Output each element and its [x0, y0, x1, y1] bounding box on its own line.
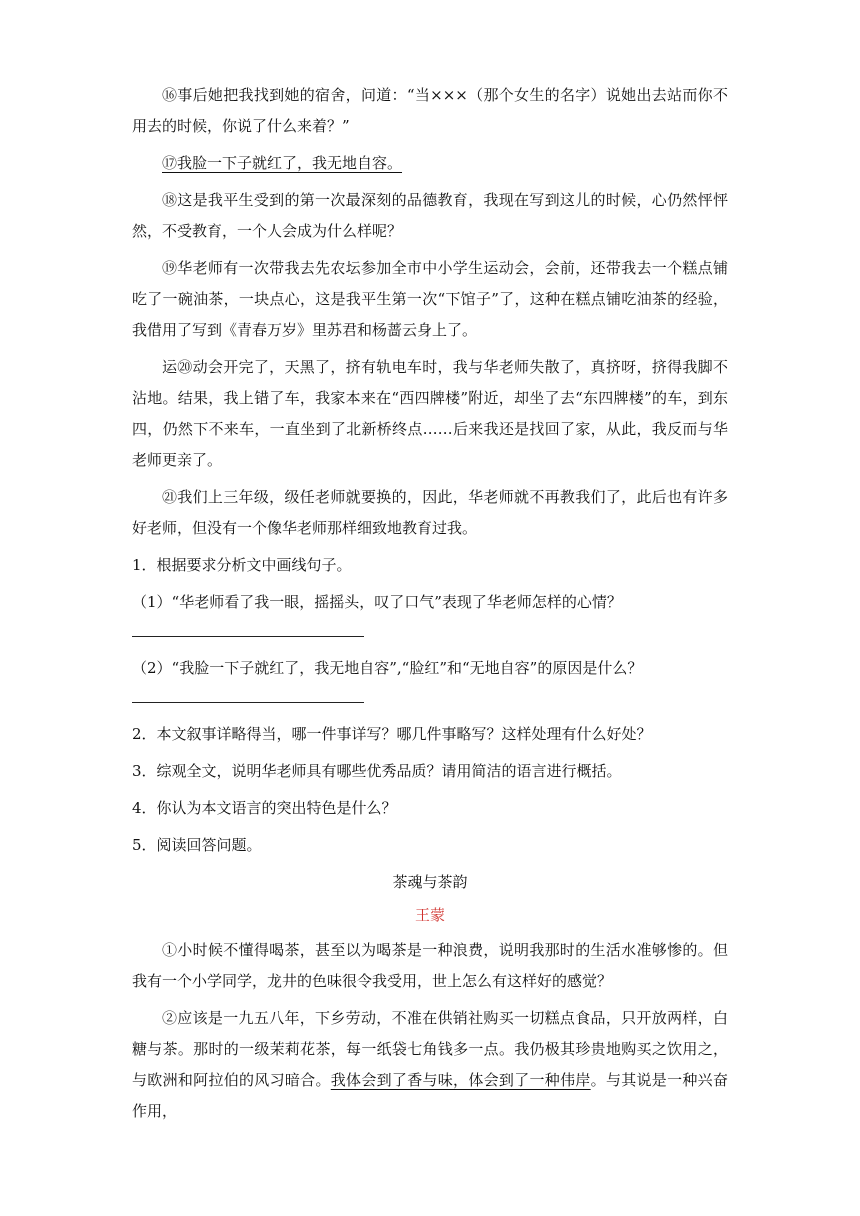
- question-1: 1．根据要求分析文中画线句子。: [132, 556, 352, 574]
- paragraph-21: ㉑我们上三年级，级任老师就要换的，因此，华老师就不再教我们了，此后也有许多好老师，但没有一个像华老师那样细致地教育过我。: [132, 488, 728, 537]
- answer-line-1[interactable]: [132, 636, 364, 637]
- article-author: 王蒙: [414, 906, 445, 924]
- answer-line-2[interactable]: [132, 702, 364, 703]
- question-1-2: （2）“我脸一下子就红了，我无地自容”,“脸红”和“无地自容”的原因是什么？: [132, 659, 643, 677]
- question-2: 2．本文叙事详略得当，哪一件事详写？哪几件事略写？这样处理有什么好处？: [132, 725, 652, 743]
- article-paragraph-1: ①小时候不懂得喝茶，甚至以为喝茶是一种浪费，说明我那时的生活水准够惨的。但我有一个小学同学，龙井的色味很令我受用，世上怎么有这样好的感觉？: [132, 941, 728, 990]
- paragraph-20: 运⑳动会开完了，天黑了，挤有轨电车时，我与华老师失散了，真挤呀，挤得我脚不沾地。结果，我上错了车，我家本来在“西四牌楼”附近，却坐了去“东四牌楼”的车，到东四，仍然下不来车，一直坐到了北新桥终点……后来我还是找回了家，从此，我反而与华老师更亲了。: [132, 358, 728, 469]
- underlined-sentence-article: 我体会到了香与味，体会到了一种伟岸: [330, 1071, 591, 1089]
- question-3: 3．综观全文，说明华老师具有哪些优秀品质？请用简洁的语言进行概括。: [132, 762, 622, 780]
- question-4: 4．你认为本文语言的突出特色是什么？: [132, 799, 397, 817]
- paragraph-16: ⑯事后她把我找到她的宿舍，问道：“当×××（那个女生的名字）说她出去站而你不用去的时候，你说了什么来着？”: [132, 86, 728, 135]
- article-paragraph-2: [132, 1003, 728, 1127]
- paragraph-19: ⑲华老师有一次带我去先农坛参加全市中小学生运动会，会前，还带我去一个糕点铺吃了一碗油茶，一块点心，这是我平生第一次“下馆子”了，这种在糕点铺吃油茶的经验，我借用了写到《青春万岁》里苏君和杨蔷云身上了。: [132, 259, 728, 339]
- underlined-sentence-17: ⑰我脸一下子就红了，我无地自容。: [162, 154, 403, 172]
- paragraph-18: ⑱这是我平生受到的第一次最深刻的品德教育，我现在写到这儿的时候，心仍然怦怦然，不受教育，一个人会成为什么样呢？: [132, 191, 728, 240]
- article-paragraph-2-tail: 。与其说是一种兴奋作用，: [132, 1071, 728, 1120]
- article-title: 茶魂与茶韵: [392, 873, 468, 891]
- question-5: 5．阅读回答问题。: [132, 836, 262, 854]
- article-paragraph-2-text: ②应该是一九五八年，下乡劳动，不准在供销社购买一切糕点食品，只开放两样，白糖与茶。那时的一级茉莉花茶，每一纸袋七角钱多一点。我仍极其珍贵地购买之饮用之，与欧洲和阿拉伯的风习暗合。: [132, 1009, 728, 1089]
- question-1-1: （1）“华老师看了我一眼，摇摇头，叹了口气”表现了华老师怎样的心情？: [132, 593, 622, 611]
- paragraph-17: [132, 148, 728, 179]
